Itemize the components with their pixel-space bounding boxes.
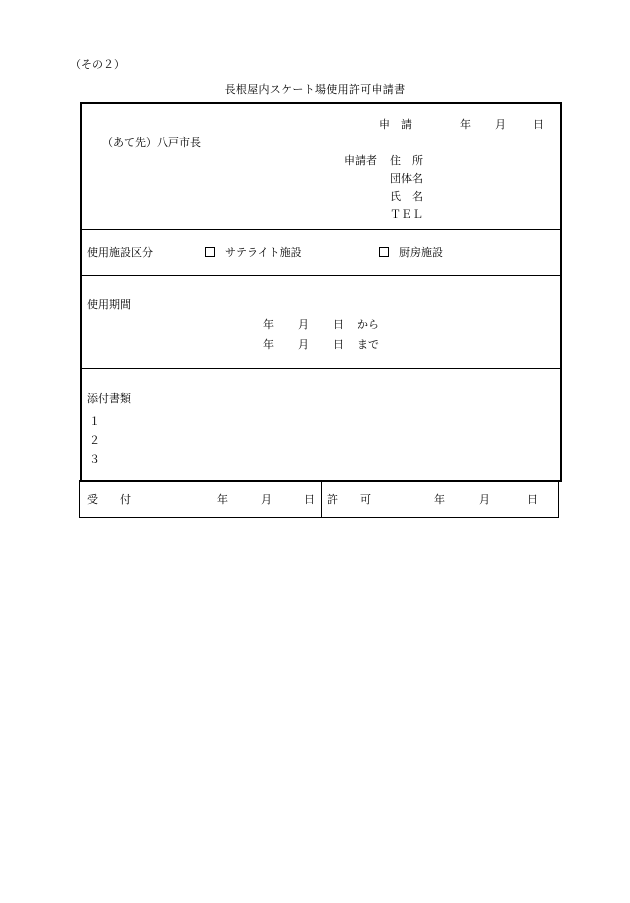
section-divider — [82, 368, 560, 369]
period-start-month: 月 — [298, 318, 309, 331]
application-form — [80, 102, 562, 482]
application-year-label: 年 — [460, 118, 471, 131]
period-start-year: 年 — [263, 318, 274, 331]
attachment-item-1: １ — [89, 415, 100, 428]
page-label: （その２） — [70, 58, 125, 71]
facility-option-satellite[interactable] — [205, 247, 302, 258]
facility-option-label: 厨房施設 — [399, 246, 443, 259]
period-until: まで — [357, 338, 379, 351]
permit-year: 年 — [434, 493, 445, 506]
attachment-item-3: ３ — [89, 453, 100, 466]
name-label: 氏 名 — [390, 190, 423, 203]
permit-month: 月 — [479, 493, 490, 506]
application-date-label: 申 請 — [379, 118, 412, 131]
period-end-day: 日 — [333, 338, 344, 351]
facility-label: 使用施設区分 — [87, 246, 153, 259]
period-end-month: 月 — [298, 338, 309, 351]
permit-day: 日 — [527, 493, 538, 506]
attachments-label: 添付書類 — [87, 392, 131, 405]
section-divider — [82, 275, 560, 276]
permit-label: 許 可 — [327, 493, 371, 506]
document-title: 長根屋内スケート場使用許可申請書 — [224, 83, 406, 96]
checkbox-icon[interactable] — [205, 247, 215, 257]
application-day-label: 日 — [533, 118, 544, 131]
group-name-label: 団体名 — [390, 172, 423, 185]
receipt-divider — [321, 480, 322, 517]
applicant-label: 申請者 — [344, 154, 377, 167]
office-use-row — [79, 480, 559, 518]
facility-option-label: サテライト施設 — [225, 246, 302, 259]
received-month: 月 — [261, 493, 272, 506]
checkbox-icon[interactable] — [379, 247, 389, 257]
received-year: 年 — [217, 493, 228, 506]
period-start-day: 日 — [333, 318, 344, 331]
addressee: （あて先）八戸市長 — [102, 136, 201, 149]
tel-label: ＴＥＬ — [390, 208, 423, 221]
attachment-item-2: ２ — [89, 434, 100, 447]
period-end-year: 年 — [263, 338, 274, 351]
facility-option-kitchen[interactable] — [379, 247, 443, 258]
period-label: 使用期間 — [87, 298, 131, 311]
section-divider — [82, 229, 560, 230]
period-from: から — [357, 318, 379, 331]
received-label: 受 付 — [87, 493, 131, 506]
received-day: 日 — [304, 493, 315, 506]
address-label: 住 所 — [390, 154, 423, 167]
application-month-label: 月 — [495, 118, 506, 131]
